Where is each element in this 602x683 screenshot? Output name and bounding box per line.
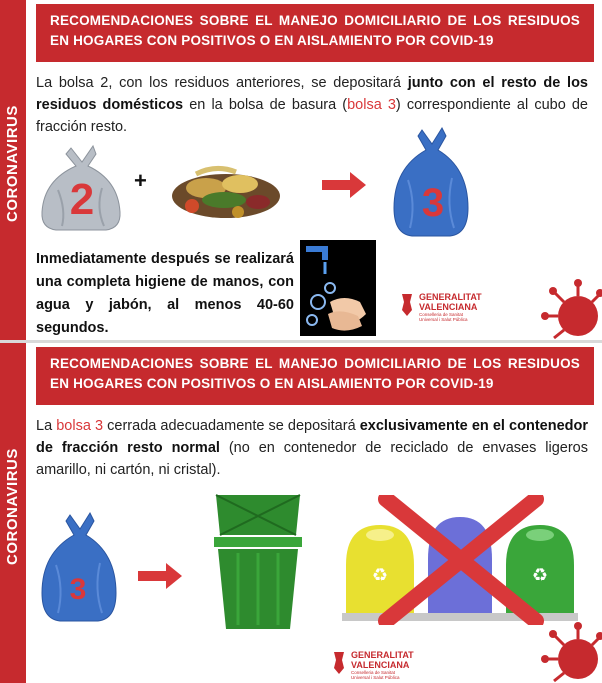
logo-line-2: VALENCIANA [351, 660, 410, 670]
bag-number-3: 3 [69, 573, 87, 606]
title-banner: RECOMENDACIONES SOBRE EL MANEJO DOMICILIARIO DE LOS RESIDUOS EN HOGARES CON POSITIVOS O EN AISLAMIENTO POR COVID-19 [36, 347, 594, 405]
virus-decoration-icon [540, 619, 602, 683]
logo-sub-2: Universal i Salut Pública [419, 317, 468, 322]
logo-line-1: GENERALITAT [419, 292, 482, 302]
logo-line-2: VALENCIANA [419, 302, 478, 312]
title-banner: RECOMENDACIONES SOBRE EL MANEJO DOMICILIARIO DE LOS RESIDUOS EN HOGARES CON POSITIVOS O EN AISLAMIENTO POR COVID-19 [36, 4, 594, 62]
bag-number-3: 3 [421, 181, 445, 225]
recycle-icon-yellow: ♻ [371, 565, 389, 585]
sidebar [0, 343, 26, 683]
logo-line-1: GENERALITAT [351, 650, 414, 660]
generalitat-logo [332, 650, 414, 680]
logo-sub-2: Universal i Salut Pública [351, 675, 400, 680]
panel-container-disposal [0, 343, 602, 683]
grey-bag-2-image [36, 140, 128, 232]
sidebar [0, 0, 26, 340]
arrow-right-icon [136, 561, 184, 591]
recycle-icon-green: ♻ [531, 565, 549, 585]
generalitat-emblem-icon [332, 650, 346, 676]
instruction-paragraph: La bolsa 3 cerrada adecuadamente se depositará exclusivamente en el contenedor de fracción resto normal (no en contenedor de reciclado de envases ligeros amarillo, ni cartón, ni cristal). [36, 418, 588, 478]
green-bin-image [208, 491, 308, 633]
sidebar-label: CORONAVIRUS [4, 105, 21, 222]
bag-number-2: 2 [69, 175, 95, 224]
logo-sub-1: Conselleria de Sanitat [351, 670, 396, 675]
blue-bag-3-image [36, 509, 122, 625]
panel-bag-disposal [0, 0, 602, 340]
virus-decoration-icon [540, 276, 602, 340]
recycling-containers-image [340, 495, 580, 625]
blue-bag-3-image [388, 124, 474, 240]
logo-sub-1: Conselleria de Sanitat [419, 312, 464, 317]
handwashing-icon [300, 240, 376, 336]
generalitat-emblem-icon [400, 292, 414, 318]
arrow-right-icon [320, 170, 368, 200]
food-waste-image [166, 150, 286, 226]
sidebar-label: CORONAVIRUS [4, 448, 21, 565]
generalitat-logo [400, 292, 482, 322]
hand-hygiene-text: Inmediatamente después se realizará una completa higiene de manos, con agua y jabón, al menos 40-60 segundos. [36, 251, 294, 336]
instruction-paragraph: La bolsa 2, con los residuos anteriores, se depositará junto con el resto de los residuos domésticos en la bolsa de basura (bolsa 3) correspondiente al cubo de fracción resto. [36, 75, 588, 135]
plus-sign: + [134, 168, 147, 193]
